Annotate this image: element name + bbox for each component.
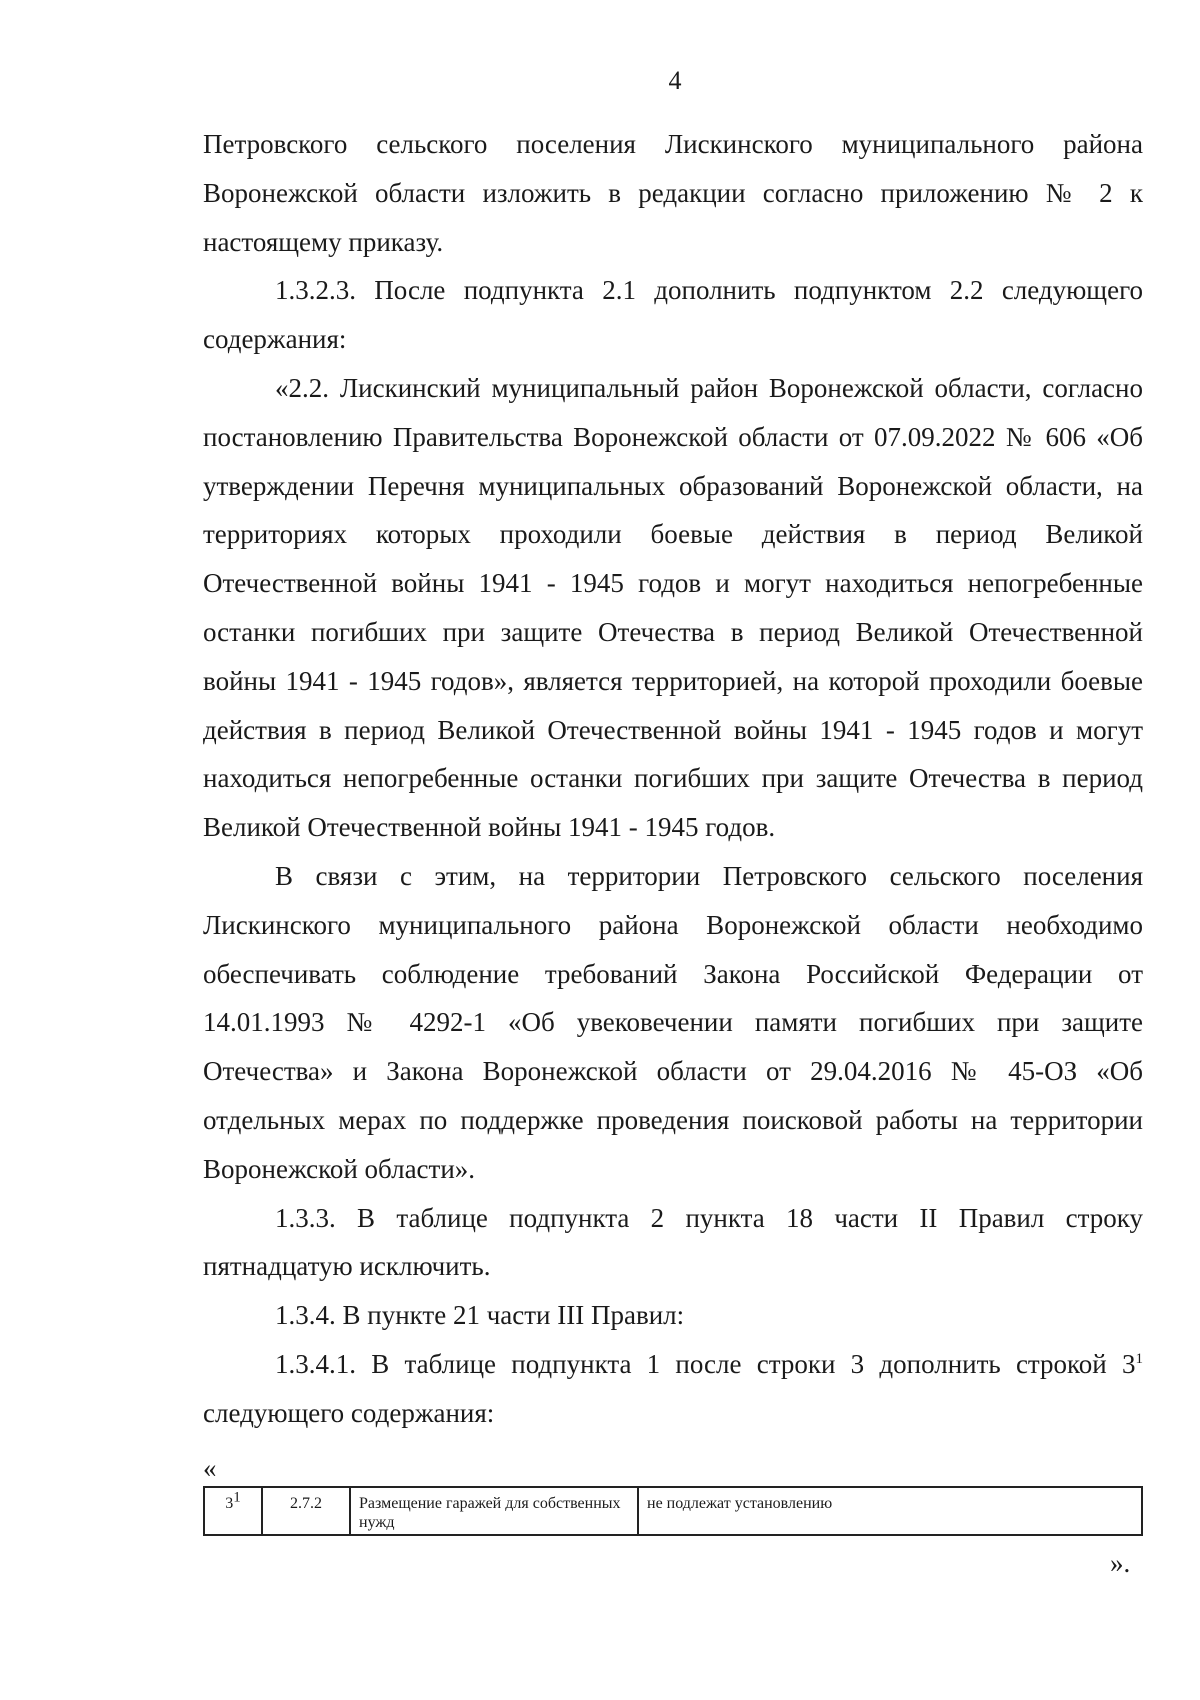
superscript-mark: 1	[1135, 1350, 1143, 1367]
paragraph-1-3-4: 1.3.4. В пункте 21 части III Правил:	[275, 1300, 685, 1331]
paragraph-1-3-3: 1.3.3. В таблице подпункта 2 пункта 18 части II Правил строку пятнадцатую исключить.	[203, 1202, 1143, 1282]
paragraph-1-3-4-1	[203, 1340, 1143, 1438]
paragraph-continuation: Петровского сельского поселения Лискинского муниципального района Воронежской области изложить в редакции согласно приложению № 2 к настоящему приказу.	[203, 129, 1143, 257]
row-number: 3	[225, 1495, 234, 1512]
row-number-superscript: 1	[233, 1489, 241, 1506]
closing-quote: ».	[1110, 1548, 1131, 1578]
inserted-table	[203, 1486, 1143, 1536]
value-cell: не подлежат установлению	[638, 1487, 1142, 1535]
table-row	[204, 1487, 1142, 1535]
paragraph-1-3-4-1-text: 1.3.4.1. В таблице подпункта 1 после строки 3 дополнить строкой 3	[275, 1348, 1136, 1379]
opening-quote: «	[203, 1453, 217, 1483]
paragraph-1-3-4-1-tail: следующего содержания:	[203, 1397, 495, 1428]
row-number-cell	[204, 1487, 262, 1535]
paragraph-1-3-2-3: 1.3.2.3. После подпункта 2.1 дополнить подпунктом 2.2 следующего содержания:	[203, 275, 1143, 355]
page-number: 4	[668, 66, 682, 95]
use-name-cell: Размещение гаражей для собственных нужд	[350, 1487, 638, 1535]
paragraph-in-connection: В связи с этим, на территории Петровского сельского поселения Лискинского муниципального района Воронежской области необходимо обеспечивать соблюдение требований Закона Российской Федерации от 14.01.1993 № 4292-1 «Об увековечении памяти погибших при защите Отечества» и Закона Воронежской области от 29.04.2016 № 45-ОЗ «Об отдельных мерах по поддержке проведения поисковой работы на территории Воронежской области».	[203, 860, 1143, 1184]
paragraph-2-2: «2.2. Лискинский муниципальный район Воронежской области, согласно постановлению Правительства Воронежской области от 07.09.2022 № 606 «Об утверждении Перечня муниципальных образований Воронежской области, на территориях которых проходили боевые действия в период Великой Отечественной войны 1941 - 1945 годов и могут находиться непогребенные останки погибших при защите Отечества в период Великой Отечественной войны 1941 - 1945 годов», является территорией, на которой проходили боевые действия в период Великой Отечественной войны 1941 - 1945 годов и могут находиться непогребенные останки погибших при защите Отечества в период Великой Отечественной войны 1941 - 1945 годов.	[203, 372, 1143, 843]
code-cell: 2.7.2	[262, 1487, 350, 1535]
document-body	[203, 120, 1143, 1438]
